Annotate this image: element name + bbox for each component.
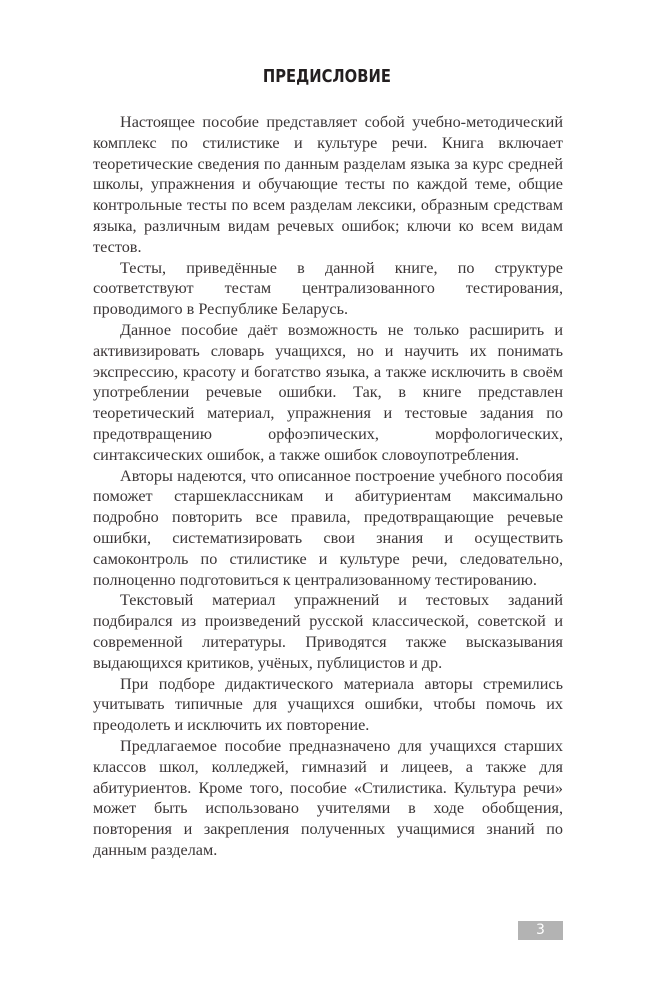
paragraph: Авторы надеются, что описанное построение учебного пособия поможет старшеклассникам и абитуриентам максимально подробно повторить все правила, предотвращающие речевые ошибки, систематизировать свои знания и осуществить самоконтроль по стилистике и культуре речи, следовательно, полноценно подготовиться к централизованному тестированию. (93, 466, 563, 589)
page-number-badge: 3 (518, 921, 563, 940)
paragraph: Настоящее пособие представляет собой учебно-методический комплекс по стилистике и культуре речи. Книга включает теоретические сведения по данным разделам языка за курс средней школы, упражнения и обучающие тесты по каждой теме, общие контрольные тесты по всем разделам лексики, образным средствам языка, различным видам речевых ошибок; ключи ко всем видам тестов. (93, 113, 563, 256)
paragraph: При подборе дидактического материала авторы стремились учитывать типичные для учащихся ошибки, чтобы помочь их преодолеть и исключить их повторение. (93, 674, 563, 735)
paragraph: Тесты, приведённые в данной книге, по структуре соответствуют тестам централизованного тестирования, проводимого в Республике Беларусь. (93, 258, 563, 319)
page-title: ПРЕДИСЛОВИЕ (262, 66, 391, 87)
paragraph: Данное пособие даёт возможность не только расширить и активизировать словарь учащихся, но и научить их понимать экспрессию, красоту и богатство языка, а также исключить в своём употреблении речевые ошибки. Так, в книге представлен теоретический материал, упражнения и тестовые задания по предотвращению орфоэпических, морфологических, синтаксических ошибок, а также ошибок словоупотребления. (93, 320, 563, 464)
paragraph: Предлагаемое пособие предназначено для учащихся старших классов школ, колледжей, гимназий и лицеев, а также для абитуриентов. Кроме того, пособие «Стилистика. Культура речи» может быть использовано учителями в ходе обобщения, повторения и закрепления полученных учащимися знаний по данным разделам. (93, 736, 563, 859)
paragraph: Текстовый материал упражнений и тестовых заданий подбирался из произведений русской классической, советской и современной литературы. Приводятся также высказывания выдающихся критиков, учёных, публицистов и др. (93, 591, 563, 672)
preface-body (93, 112, 563, 861)
